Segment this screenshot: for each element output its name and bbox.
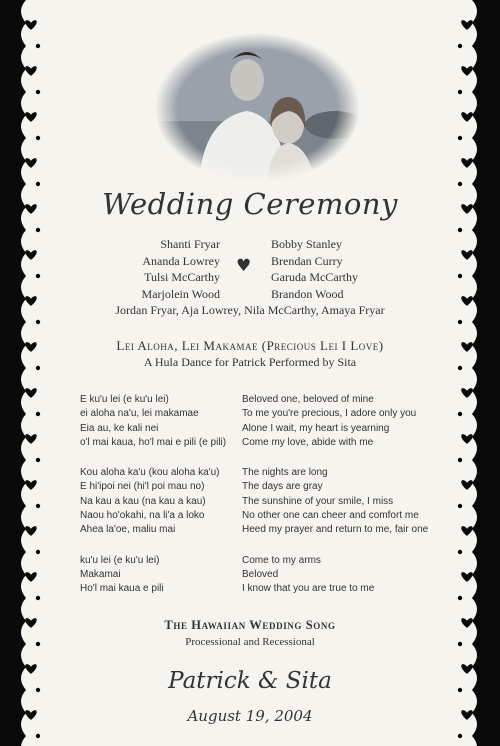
lyric-line: Beloved [242, 568, 279, 580]
stanza [242, 393, 462, 450]
lyric-line: Makamai [80, 568, 121, 580]
lyric-line: Heed my prayer and return to me, fair one [242, 524, 429, 536]
lyric-line: Come to my arms [242, 554, 321, 566]
lace-dot [36, 458, 40, 462]
lace-dot [36, 274, 40, 278]
lace-dot [36, 734, 40, 738]
lyric-line: No other one can cheer and comfort me [242, 510, 419, 522]
lyric-line: o'l mai kaua, ho'l mai e pili (e pili) [80, 436, 227, 448]
couple-photo [155, 33, 360, 183]
lace-dot [36, 90, 40, 94]
lyric-line: To me you're precious, I adore only you [242, 408, 417, 420]
stanza [242, 554, 462, 597]
lace-border-left [16, 0, 46, 746]
lace-dot [458, 734, 462, 738]
stanza [80, 393, 240, 450]
lace-dot [458, 274, 462, 278]
lyric-line: Come my love, abide with me [242, 436, 374, 448]
song-subtitle: A Hula Dance for Patrick Performed by Sita [143, 355, 357, 369]
flower-children-line: Jordan Fryar, Aja Lowrey, Nila McCarthy, Amaya Fryar [115, 303, 385, 317]
lyric-line: Ahea la'oe, maliu mai [80, 524, 176, 536]
lace-scallop [21, 0, 46, 746]
party-name: Bobby Stanley [271, 237, 342, 251]
recessional-subtitle: Processional and Recessional [185, 636, 315, 648]
heart-icon: ♥ [236, 256, 252, 276]
lace-dot [458, 182, 462, 186]
ceremony-title: Wedding Ceremony [102, 187, 398, 221]
lace-dot [36, 504, 40, 508]
couple-names: Patrick & Sita [168, 668, 332, 694]
lace-border-right [452, 0, 482, 746]
lace-dot [458, 228, 462, 232]
lace-dot [458, 44, 462, 48]
lyrics-hawaiian [80, 393, 240, 597]
lyric-line: E ku'u lei (e ku'u lei) [80, 394, 169, 405]
lace-dot [36, 136, 40, 140]
lyric-line: E hi'ipoi nei (hi'l poi mau no) [80, 481, 205, 493]
lace-dot [458, 90, 462, 94]
lyric-line: I know that you are true to me [242, 583, 375, 595]
lyric-line: The nights are long [242, 467, 328, 479]
lyric-line: The days are gray [242, 481, 323, 493]
stanza [80, 466, 240, 537]
lace-dot [36, 320, 40, 324]
lace-dot [458, 136, 462, 140]
wedding-date: August 19, 2004 [187, 707, 313, 725]
lyric-line: Kou aloha ka'u (kou aloha ka'u) [80, 467, 220, 479]
lace-dot [36, 228, 40, 232]
lace-dot [36, 182, 40, 186]
lyric-line: ei aloha na'u, lei makamae [80, 408, 199, 420]
lyric-line: Eia au, ke kali nei [80, 422, 159, 434]
lace-dot [36, 596, 40, 600]
lyric-line: Na kau a kau (na kau a kau) [80, 495, 206, 507]
lyric-line: ku'u lei (e ku'u lei) [80, 554, 160, 566]
wedding-party-right [271, 236, 401, 302]
party-name: Brandon Wood [271, 286, 344, 301]
party-name: Tulsi McCarthy [144, 270, 220, 284]
lyric-line: Naou ho'okahi, na li'a a loko [80, 510, 205, 522]
lyric-line: Alone I wait, my heart is yearning [242, 422, 390, 434]
lace-dot [36, 44, 40, 48]
lace-scallop [452, 0, 477, 746]
party-name: Ananda Lowrey [142, 253, 220, 268]
wedding-party-left [110, 236, 220, 302]
song-title: Lei Aloha, Lei Makamae (Precious Lei I Love) [116, 338, 384, 353]
lyric-line: Ho'l mai kaua e pili [80, 583, 164, 595]
stanza [242, 466, 462, 537]
lace-dot [36, 550, 40, 554]
party-name: Brendan Curry [271, 253, 343, 268]
recessional-title: The Hawaiian Wedding Song [164, 618, 336, 632]
party-name: Garuda McCarthy [271, 270, 358, 284]
stanza [80, 554, 240, 597]
lyric-line: Beloved one, beloved of mine [242, 394, 374, 405]
lyric-line: The sunshine of your smile, I miss [242, 495, 394, 507]
lyrics-english [242, 393, 462, 597]
party-name: Shanti Fryar [160, 237, 220, 251]
couple-portrait-icon [155, 33, 360, 183]
party-name: Marjolein Wood [141, 286, 220, 301]
lace-dot [458, 320, 462, 324]
lace-dot [36, 412, 40, 416]
